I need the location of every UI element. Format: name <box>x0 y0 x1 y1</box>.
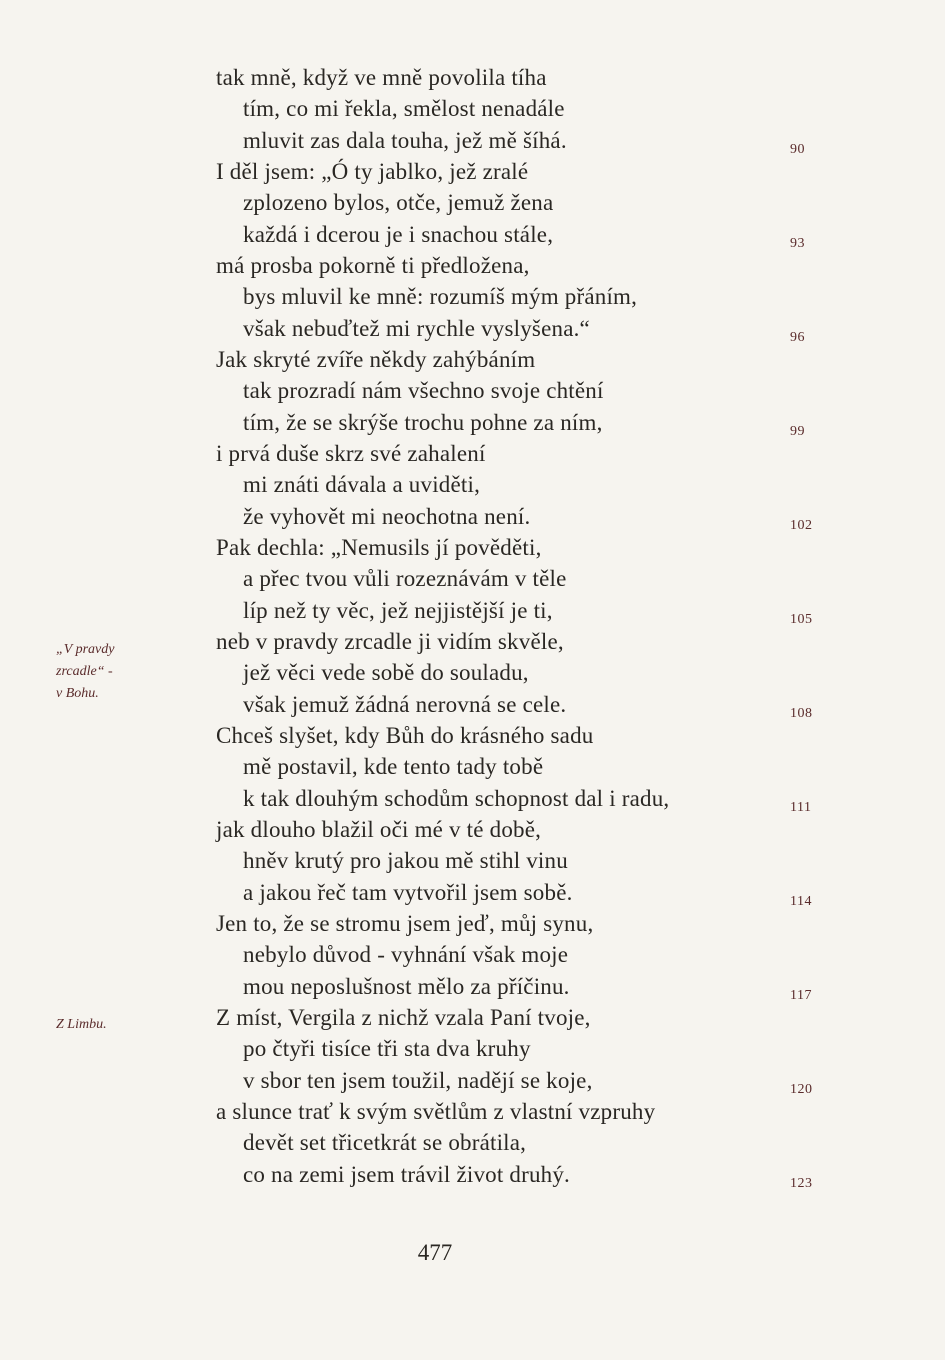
verse-line: a přec tvou vůli rozeznávám v těle <box>243 566 567 591</box>
verse-line: neb v pravdy zrcadle ji vidím skvěle, <box>216 629 564 654</box>
verse-line: po čtyři tisíce tři sta dva kruhy <box>243 1036 531 1061</box>
show-through-decoration <box>773 88 883 368</box>
verse-line: Chceš slyšet, kdy Bůh do krásného sadu <box>216 723 594 748</box>
verse-line: tak mně, když ve mně povolila tíha <box>216 65 547 90</box>
verse-line: tím, že se skrýše trochu pohne za ním, <box>243 410 603 435</box>
margin-note: Z Limbu. <box>56 1017 107 1032</box>
verse-line: a slunce trať k svým světlům z vlastní vzpruhy <box>216 1099 656 1124</box>
verse-line: že vyhovět mi neochotna není. <box>243 504 531 529</box>
page-number: 477 <box>417 1240 453 1265</box>
verse-line: však jemuž žádná nerovná se cele. <box>243 692 567 717</box>
verse-line: zplozeno bylos, otče, jemuž žena <box>243 190 554 215</box>
verse-line: k tak dlouhým schodům schopnost dal i radu, <box>243 786 670 811</box>
verse-line: Jen to, že se stromu jsem jeď, můj synu, <box>216 911 594 936</box>
verse-line: mě postavil, kde tento tady tobě <box>243 754 544 779</box>
line-number: 90 <box>790 142 805 157</box>
line-number: 102 <box>790 518 813 533</box>
verse-line: líp než ty věc, jež nejjistější je ti, <box>243 598 553 623</box>
verse-line: mluvit zas dala touha, jež mě šíhá. <box>243 128 567 153</box>
verse-line: mi znáti dávala a uviděti, <box>243 472 481 497</box>
verse-line: bys mluvil ke mně: rozumíš mým přáním, <box>243 284 638 309</box>
verse-line: Pak dechla: „Nemusils jí pověděti, <box>216 535 542 560</box>
line-number: 123 <box>790 1176 813 1191</box>
verse-line: jež věci vede sobě do souladu, <box>243 660 529 685</box>
margin-note: „V pravdy <box>56 642 115 657</box>
verse-line: jak dlouho blažil oči mé v té době, <box>216 817 542 842</box>
margin-note: zrcadle“ - <box>56 664 113 679</box>
line-number: 114 <box>790 894 812 909</box>
line-number: 117 <box>790 988 812 1003</box>
margin-note: v Bohu. <box>56 686 99 701</box>
line-number: 108 <box>790 706 813 721</box>
verse-line: devět set třicetkrát se obrátila, <box>243 1130 527 1155</box>
line-number: 111 <box>790 800 812 815</box>
verse-line: mou neposlušnost mělo za příčinu. <box>243 974 570 999</box>
verse-line: i prvá duše skrz své zahalení <box>216 441 486 466</box>
verse-line: každá i dcerou je i snachou stále, <box>243 222 554 247</box>
verse-line: však nebuďtež mi rychle vyslyšena.“ <box>243 316 590 341</box>
line-number: 93 <box>790 236 805 251</box>
verse-line: Z míst, Vergila z nichž vzala Paní tvoje, <box>216 1005 591 1030</box>
line-number: 120 <box>790 1082 813 1097</box>
verse-line: I děl jsem: „Ó ty jablko, jež zralé <box>216 159 529 184</box>
verse-line: a jakou řeč tam vytvořil jsem sobě. <box>243 880 573 905</box>
verse-line: co na zemi jsem trávil život druhý. <box>243 1162 570 1187</box>
verse-line: hněv krutý pro jakou mě stihl vinu <box>243 848 568 873</box>
line-number: 96 <box>790 330 805 345</box>
verse-line: tím, co mi řekla, smělost nenadále <box>243 96 565 121</box>
line-number: 105 <box>790 612 813 627</box>
verse-line: Jak skryté zvíře někdy zahýbáním <box>216 347 536 372</box>
verse-line: tak prozradí nám všechno svoje chtění <box>243 378 604 403</box>
verse-line: v sbor ten jsem toužil, nadějí se koje, <box>243 1068 593 1093</box>
line-number: 99 <box>790 424 805 439</box>
verse-line: nebylo důvod - vyhnání však moje <box>243 942 569 967</box>
verse-line: má prosba pokorně ti předložena, <box>216 253 530 278</box>
